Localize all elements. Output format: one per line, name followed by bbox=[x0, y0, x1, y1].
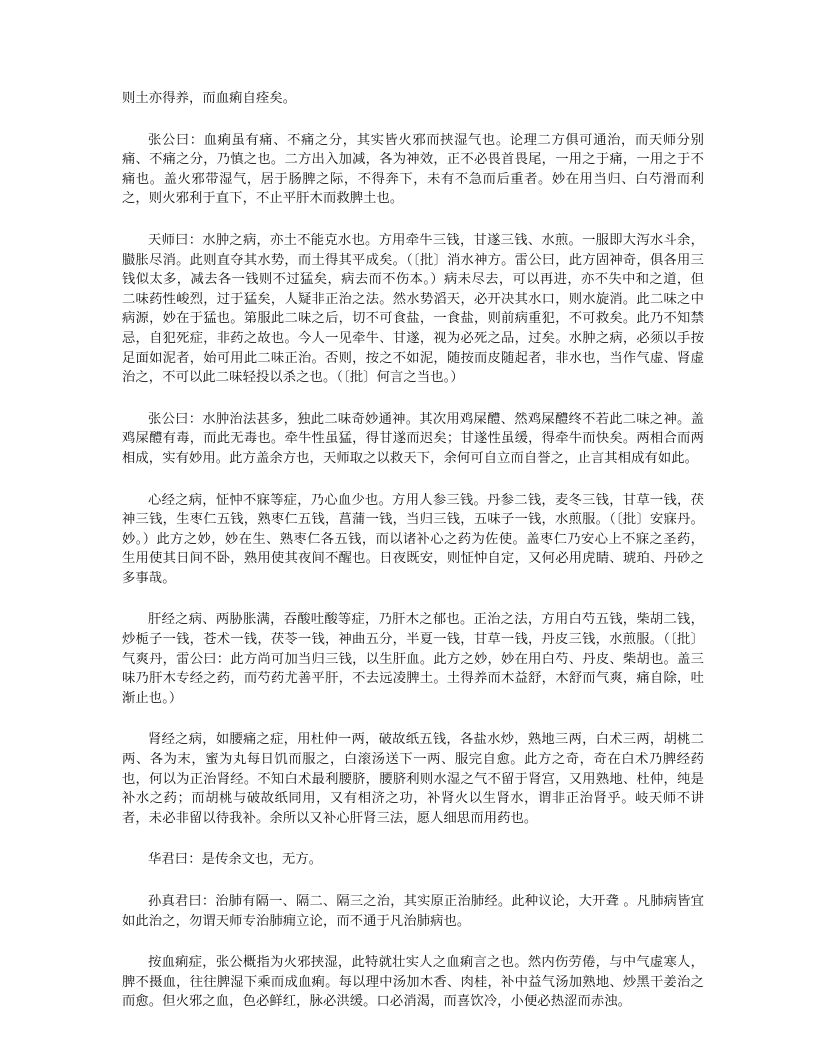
paragraph-tianshi-edema: 天师曰：水肿之病，亦土不能克水也。方用牵牛三钱，甘遂三钱、水煎。一服即大泻水斗余，臌胀尽消。此则直夺其水势，而土得其平成矣。（〔批〕消水神方。雷公曰，此方固神奇，俱各用三钱似太多，减去各一钱则不过猛矣，病去而不伤本。）病未尽去，可以再进，亦不失中和之道，但二味药性峻烈，过于猛矣，人疑非正治之法。然水势滔天，必开决其水口，则水旋消。此二味之中病源，妙在于猛也。第服此二味之后，切不可食盐，一食盐，则前病重犯，不可救矣。此乃不知禁忌，自犯死症，非药之故也。今人一见牵牛、甘遂，视为必死之品，过矣。水肿之病，必须以手按足面如泥者，始可用此二味正治。否则，按之不如泥，随按而皮随起者，非水也，当作气虚、肾虚治之，不可以此二味轻投以杀之也。（〔批〕何言之当也。） bbox=[122, 232, 704, 386]
paragraph-kidney-meridian: 肾经之病，如腰痛之症，用杜仲一两，破故纸五钱，各盐水炒，熟地三两，白术三两，胡桃二两、各为末，蜜为丸每日饥而服之，白滚汤送下一两、服完自愈。此方之奇，奇在白术乃脾经药也，何以为正治肾经。不知白术最利腰脐，腰脐利则水湿之气不留于肾宫，又用熟地、杜仲，纯是补水之药；而胡桃与破故纸同用，又有相济之功，补肾火以生肾水，谓非正治肾乎。岐天师不讲者，未必非留以待我补。余所以又补心肝肾三法，愿人细思而用药也。 bbox=[122, 732, 704, 826]
paragraph-hua-jun: 华君曰：是传余文也，无方。 bbox=[148, 852, 323, 868]
paragraph-liver-meridian: 肝经之病、两胁胀满，吞酸吐酸等症，乃肝木之郁也。正治之法，方用白芍五钱，柴胡二钱，炒栀子一钱，苍术一钱，茯苓一钱，神曲五分，半夏一钱，甘草一钱，丹皮三钱，水煎服。（〔批〕气爽丹，雷公曰：此方尚可加当归三钱，以生肝血。此方之妙，妙在用白芍、丹皮、柴胡也。盖三味乃肝木专经之药，而芍药尤善平肝，不去远凌脾土。土得养而木益舒，木舒而气爽，痛自除，吐渐止也。） bbox=[122, 612, 704, 706]
paragraph-zhang-edema: 张公曰：水肿治法甚多，独此二味奇妙通神。其次用鸡屎醴、然鸡屎醴终不若此二味之神。盖鸡屎醴有毒，而此无毒也。牵牛性虽猛，得甘遂而迟矣；甘遂性虽缓，得牵牛而快矣。两相合而两相成，实有妙用。此方盖余方也，天师取之以救天下，余何可自立而自誉之，止言其相成有如此。 bbox=[122, 411, 704, 466]
paragraph-sun-zhenjun: 孙真君曰：治肺有隔一、隔二、隔三之治，其实原正治肺经。此种议论，大开聋 。凡肺病皆宜如此治之，勿谓天师专治肺痈立论，而不通于凡治肺病也。 bbox=[122, 894, 704, 929]
paragraph-blood-dysentery-ending: 则土亦得养，而血痢自痊矣。 bbox=[122, 91, 297, 106]
paragraph-commentary-blood-dysentery: 按血痢症，张公概指为火邪挟湿，此特就壮实人之血痢言之也。然内伤劳倦，与中气虚寒人，脾不摄血，往往脾湿下乘而成血痢。每以理中汤加木香、肉桂，补中益气汤加熟地、炒黑干姜治之而愈。但火邪之血，色必鲜红，脉必洪缓。口必消渴，而喜饮冷，小便必热涩而赤浊。 bbox=[122, 955, 704, 1010]
paragraph-heart-meridian: 心经之病，怔忡不寐等症，乃心血少也。方用人参三钱。丹参二钱，麦冬三钱，甘草一钱，茯神三钱，生枣仁五钱，熟枣仁五钱，菖蒲一钱，当归三钱，五味子一钱，水煎服。（〔批〕安寐丹。妙。）此方之妙，妙在生、熟枣仁各五钱，而以诸补心之药为佐使。盖枣仁乃安心上不寐之圣药，生用使其日间不卧，熟用使其夜间不醒也。日夜既安，则怔忡自定，又何必用虎睛、琥珀、丹砂之多事哉。 bbox=[122, 492, 704, 586]
paragraph-zhang-blood-dysentery: 张公曰：血痢虽有痛、不痛之分，其实皆火邪而挟湿气也。论理二方俱可通治，而天师分别痛、不痛之分，乃慎之也。二方出入加减，各为神效，正不必畏首畏尾，一用之于痛，一用之于不痛也。盖火邪带湿气，居于肠脾之际，不得奔下，未有不急而后重者。妙在用当归、白芍滑而利之，则火邪利于直下，不止平肝木而救脾土也。 bbox=[122, 132, 704, 207]
